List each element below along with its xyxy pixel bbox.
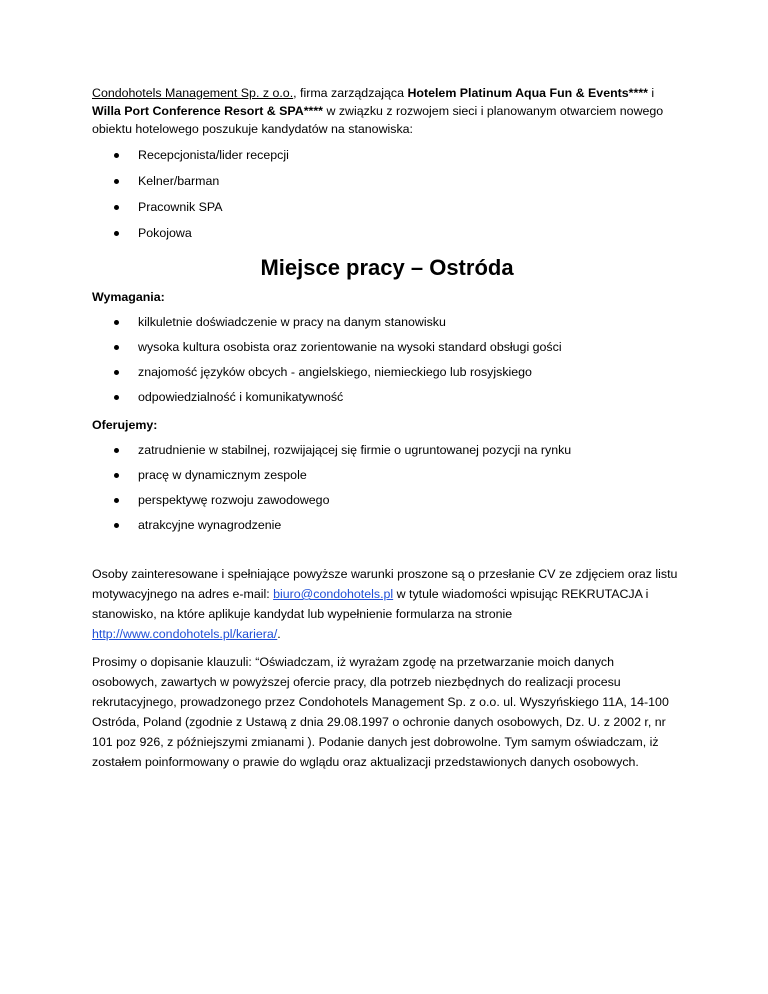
offer-label: Oferujemy: <box>92 418 158 432</box>
hotel-name-1: Hotelem Platinum Aqua Fun & Events**** <box>407 86 648 100</box>
position-item: Pracownik SPA <box>92 198 682 216</box>
requirement-item: znajomość języków obcych - angielskiego, niemieckiego lub rosyjskiego <box>92 363 682 381</box>
positions-list <box>92 146 682 242</box>
email-link[interactable]: biuro@condohotels.pl <box>273 587 394 601</box>
workplace-title: Miejsce pracy – Ostróda <box>260 255 514 280</box>
offer-item: pracę w dynamicznym zespole <box>92 466 682 484</box>
apply-text-3: . <box>277 627 281 641</box>
document-content <box>92 84 682 772</box>
apply-text-2: w tytule wiadomości wpisując REKRUTACJA i stanowisko, na które aplikuje kandydat lub wypełnienie formularza na stronie <box>92 587 649 621</box>
apply-text-1: Osoby zainteresowane i spełniające powyższe warunki proszone są o przesłanie CV ze zdjęciem oraz listu motywacyjnego na adres e-mail: <box>92 567 678 601</box>
intro-text-3: w związku z rozwojem sieci i planowanym otwarciem nowego obiektu hotelowego poszukuje kandydatów na stanowiska: <box>92 104 664 136</box>
requirement-item: kilkuletnie doświadczenie w pracy na danym stanowisku <box>92 313 682 331</box>
offer-item: atrakcyjne wynagrodzenie <box>92 516 682 534</box>
requirement-item: wysoka kultura osobista oraz zorientowanie na wysoki standard obsługi gości <box>92 338 682 356</box>
career-url-link[interactable]: http://www.condohotels.pl/kariera/ <box>92 627 278 641</box>
requirement-item: odpowiedzialność i komunikatywność <box>92 388 682 406</box>
offer-item: perspektywę rozwoju zawodowego <box>92 491 682 509</box>
requirements-list <box>92 313 682 406</box>
position-item: Recepcjonista/lider recepcji <box>92 146 682 164</box>
offer-list <box>92 441 682 534</box>
position-item: Kelner/barman <box>92 172 682 190</box>
requirements-label: Wymagania: <box>92 290 165 304</box>
intro-text-2: i <box>647 86 655 100</box>
consent-clause: Prosimy o dopisanie klauzuli: “Oświadczam, iż wyrażam zgodę na przetwarzanie moich danych osobowych, zawartych w powyższej ofercie pracy, dla potrzeb niezbędnych do realizacji procesu rekrutacyjnego, prowadzonego przez Condohotels Management Sp. z o.o. ul. Wyszyńskiego 11A, 14-100 Ostróda, Poland (zgodnie z Ustawą z dnia 29.08.1997 o ochronie danych osobowych, Dz. U. z 2002 r, nr 101 poz 926, z późniejszymi zmianami ). Podanie danych jest dobrowolne. Tym samym oświadczam, iż zostałem poinformowany o prawie do wglądu oraz aktualizacji przedstawionych danych osobowych. <box>92 655 669 769</box>
offer-item: zatrudnienie w stabilnej, rozwijającej się firmie o ugruntowanej pozycji na rynku <box>92 441 682 459</box>
intro-text-1: , firma zarządzająca <box>293 86 408 100</box>
apply-paragraph <box>92 564 682 644</box>
company-name: Condohotels Management Sp. z o.o. <box>92 86 294 100</box>
hotel-name-2: Willa Port Conference Resort & SPA**** <box>92 104 324 118</box>
intro-paragraph <box>92 84 682 138</box>
position-item: Pokojowa <box>92 224 682 242</box>
